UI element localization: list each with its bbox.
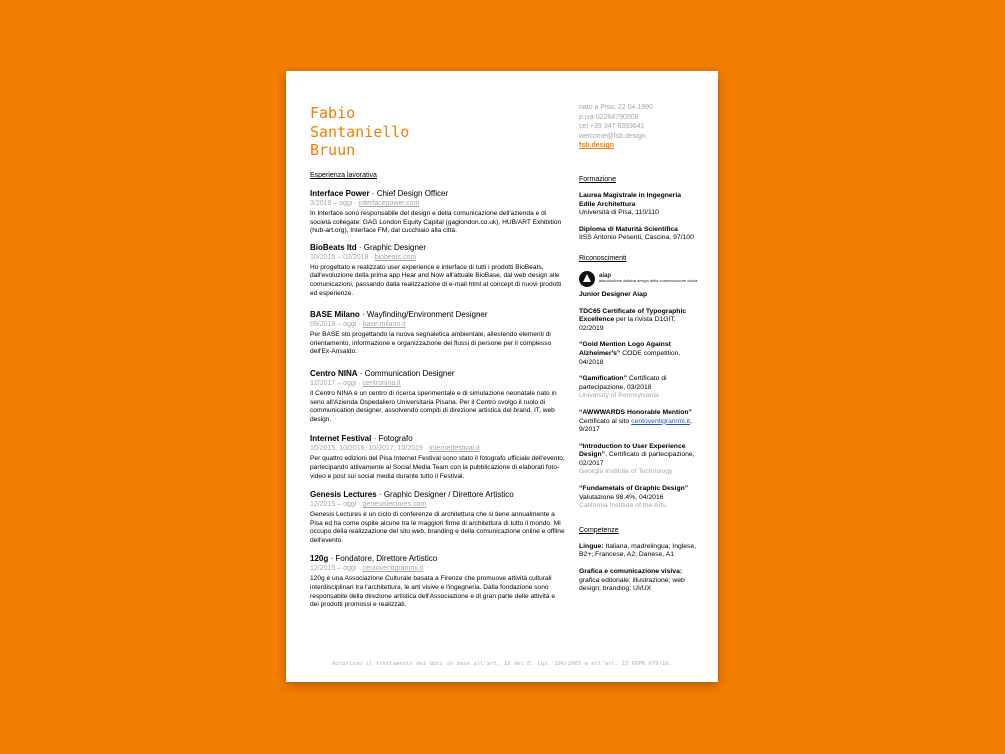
job-period: 10/2015 – 02/2019 ·	[310, 253, 375, 261]
skill-text: Italiana, madrelingua; Inglese, B2+; Francese, A2; Danese, A1	[579, 542, 697, 559]
privacy-footer: Autorizzo il trattamento dei dati in base all'art. 13 del D. Lgs. 196/2003 e all'art. 13 GDPR 679/16.	[331, 661, 673, 667]
vat-number: p.iva 02264790508	[579, 113, 639, 121]
sidebar-column	[579, 176, 699, 602]
job-description: In Interface sono responsabile del design e della comunicazione dell'azienda e di società collegate: GAG London Equity Capital (gaglondon.co.uk), HUB/ART Exhibition (hub-art.org), Interface FM, dal cucchiaio alla città.	[310, 210, 562, 235]
education-item	[579, 226, 699, 243]
job-company: 120g	[310, 554, 329, 564]
award-item	[579, 308, 699, 334]
award-text: per la rivista D1GIT, 02/2019	[579, 316, 676, 332]
job-company: Internet Festival	[310, 434, 372, 444]
job-description: 120g è una Associazione Culturale basata a Firenze che promuove attività culturali interdisciplinari tra l'architettura, le arti visive e l'ingegneria. Dalla fondazione sono responsabile della direzione artistica dell'Associazione e di gran parte delle attività e dei prodotti promossi e realizzati.	[310, 575, 556, 609]
aiap-logo	[579, 271, 699, 287]
job-description: Per BASE sto progettando la nuova segnaletica ambientale, allestendo elementi di orientamento, informazione e organizzazione dei flussi di persone per il complesso dell'Ex-Ansaldo.	[310, 331, 552, 356]
experience-column	[310, 172, 565, 617]
award-title: “Introduction to User Experience Design”	[579, 442, 686, 459]
skill-title: Grafica e comunicazione visiva:	[579, 568, 683, 576]
job-link[interactable]: interfacepower.com	[358, 200, 420, 207]
job-company: Centro NINA	[310, 368, 358, 378]
aiap-logo-icon	[579, 271, 595, 287]
award-title: TDC65 Certificate of Typographic Excellence	[579, 307, 687, 324]
award-item	[579, 341, 699, 367]
award-item	[579, 485, 699, 511]
job-link[interactable]: genesislectures.com	[362, 501, 427, 509]
job-description: Per quattro edizioni del Pisa Internet Festival sono stato il fotografo ufficiale dell'evento, partecipando attivamente al Social Media Team con la pubblicazione di elaborati foto-video e post sui social media durante tutto il Festival.	[310, 455, 565, 480]
award-item	[579, 443, 699, 477]
education-item	[579, 192, 699, 218]
job-role: · Graphic Designer / Direttore Artistico	[376, 490, 514, 500]
job-description: Il Centro NINA è un centro di ricerca sperimentale e di simulazione neonatale nato in seno all'Azienda Ospedaliero Universitaria Pisana. Per il Centro svolgo il ruolo di communication designer, assolvendo compiti di direzione artistica del brand, IT, web design.	[310, 389, 557, 423]
job-entry	[310, 490, 565, 545]
awards-heading: Riconoscimenti	[579, 254, 627, 262]
aiap-logo-subtitle: associazione italiana design della comunicazione visiva	[599, 277, 698, 283]
last-name: Bruun	[310, 141, 356, 159]
job-company: Genesis Lectures	[310, 490, 377, 500]
first-name: Fabio	[310, 104, 356, 122]
cv-page	[286, 71, 718, 682]
job-role: · Graphic Designer	[356, 242, 427, 252]
job-company: BioBeats ltd	[310, 242, 357, 252]
job-period: 12/2017 – oggi ·	[310, 379, 363, 387]
job-company: BASE Milano	[310, 310, 360, 320]
phone-number: cel +39 347 6393641	[579, 123, 645, 131]
job-company: Interface Power	[310, 189, 370, 198]
website-link[interactable]: fsb.design	[579, 142, 615, 150]
job-period: 12/2015 – oggi ·	[310, 565, 363, 573]
award-title: “Fundametals of Graphic Design”	[579, 485, 689, 493]
job-role: · Chief Design Officer	[369, 189, 449, 198]
education-title: Diploma di Maturità Scientifica	[579, 225, 678, 233]
experience-heading: Esperienza lavorativa	[310, 172, 377, 179]
job-entry	[310, 310, 565, 357]
job-period: 09/2018 – oggi ·	[310, 321, 363, 329]
education-heading: Formazione	[579, 176, 616, 183]
award-issuer: University of Pennsylvania	[579, 392, 659, 400]
award-text: CODE competition, 04/2018	[579, 349, 681, 366]
job-description: Genesis Lectures è un ciclo di conferenze di architettura che si tiene annualmente a Pisa ed ha come ospite alcune tra le maggiori firme di architettura di tutto il mondo. Mi occupo della realizzazione del sito web, branding e della comunicazione online e offline dell'evento.	[310, 511, 565, 544]
job-entry	[310, 554, 565, 609]
award-title: “AWWWARDS Honorable Mention”	[579, 408, 692, 416]
award-issuer: Georgia Institute of Technology	[579, 468, 673, 476]
birth-info: nato a Pisa, 22.04.1990	[579, 104, 653, 111]
cv-name	[310, 104, 409, 160]
middle-name: Santaniello	[310, 122, 410, 141]
award-title: “Gold Mention Logo Against Alzheimer's”	[579, 341, 671, 357]
job-entry	[310, 434, 565, 481]
job-link[interactable]: base.milano.it	[362, 321, 406, 329]
job-entry	[310, 189, 565, 236]
award-item	[579, 375, 699, 401]
award-item	[579, 291, 699, 300]
job-role: · Wayfinding/Environment Designer	[359, 310, 488, 320]
aiap-logo-name: aiap	[599, 273, 612, 280]
contact-block	[579, 103, 653, 151]
award-date: , 9/2017	[579, 417, 692, 434]
job-entry	[310, 369, 565, 424]
job-link[interactable]: biobeats.com	[374, 253, 417, 261]
award-issuer: California Institute of the Arts	[579, 502, 666, 510]
skills-heading: Competenze	[579, 526, 619, 534]
award-link[interactable]: centoventigrammi.it	[631, 417, 691, 425]
job-link[interactable]: internetfestival.it	[429, 445, 480, 453]
education-detail: IISS Antonio Pesenti, Cascina, 97/100	[579, 234, 694, 242]
job-role: · Communication Designer	[357, 368, 455, 378]
email-address[interactable]: welcome@fsb.design	[579, 132, 646, 140]
award-text: , Certificato di partecipazione, 02/2017	[579, 451, 695, 467]
job-period: 3/2019 – oggi ·	[310, 200, 359, 207]
skill-item	[579, 543, 699, 560]
education-title: Laurea Magistrale in Ingegneria Edile Architettura	[579, 192, 681, 208]
award-text: Valutazione 98.4%, 04/2016	[579, 493, 664, 501]
award-title: “Gamification”	[579, 375, 627, 383]
award-title: Junior Designer Aiap	[579, 290, 648, 298]
education-detail: Università di Pisa, 110/110	[579, 209, 659, 217]
job-role: · Fondatore, Direttore Artistico	[328, 554, 438, 564]
job-role: · Fotografo	[371, 434, 413, 444]
award-text: Certificato al sito	[579, 417, 632, 425]
job-description: Ho progettato e realizzato user experience e interface di tutti i prodotti BioBeats, dall'evoluzione della prima app Hear and Now all'attuale BioBase, dal web design alle comunicazioni, passando dalla realizzazione di e-mail html al concept di nuovi prodotti ed esperienze.	[310, 263, 562, 297]
job-entry	[310, 243, 565, 298]
award-item	[579, 409, 699, 435]
skill-text: grafica editoriale; illustrazione; web design; branding; UI/UX	[579, 576, 685, 593]
job-link[interactable]: centronina.it	[362, 379, 401, 387]
job-period: 12/2015 – oggi ·	[310, 501, 363, 509]
job-link[interactable]: centoventigrammi.it	[362, 565, 424, 573]
job-period: 10/2015, 10/2016, 10/2017, 10/2019 ·	[310, 445, 430, 453]
skill-title: Lingue:	[579, 542, 604, 550]
award-text: Certificato di partecipazione, 03/2018	[579, 375, 667, 391]
skill-item	[579, 568, 699, 594]
